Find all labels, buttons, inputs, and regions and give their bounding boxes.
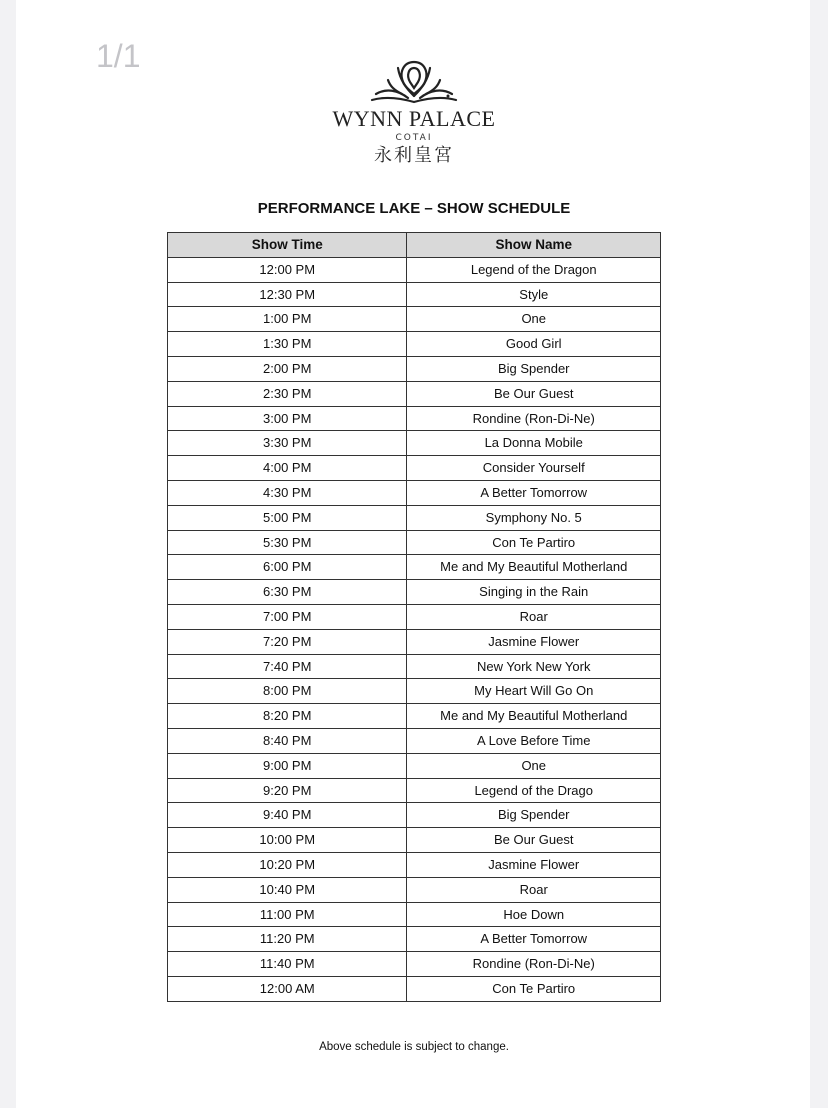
table-row <box>168 778 661 803</box>
show-time-cell: 10:00 PM <box>168 828 407 853</box>
show-name-cell: Legend of the Drago <box>407 778 661 803</box>
table-row <box>168 604 661 629</box>
wynn-palace-phoenix-logo-icon <box>364 58 464 106</box>
show-time-cell: 9:20 PM <box>168 778 407 803</box>
show-name-cell: Big Spender <box>407 803 661 828</box>
table-row <box>168 654 661 679</box>
table-row <box>168 356 661 381</box>
show-name-cell: A Better Tomorrow <box>407 480 661 505</box>
column-header-show-time: Show Time <box>168 233 407 258</box>
schedule-footnote: Above schedule is subject to change. <box>319 1041 509 1053</box>
show-name-cell: Be Our Guest <box>407 381 661 406</box>
show-time-cell: 8:20 PM <box>168 704 407 729</box>
show-time-cell: 8:00 PM <box>168 679 407 704</box>
table-row <box>168 332 661 357</box>
table-row <box>168 679 661 704</box>
table-row <box>168 976 661 1001</box>
show-time-cell: 6:00 PM <box>168 555 407 580</box>
show-time-cell: 12:30 PM <box>168 282 407 307</box>
show-time-cell: 9:40 PM <box>168 803 407 828</box>
table-body <box>168 257 661 1001</box>
brand-logo <box>0 58 828 168</box>
column-header-show-name: Show Name <box>407 233 661 258</box>
show-time-cell: 11:20 PM <box>168 927 407 952</box>
brand-chinese-name: 永利皇宮 <box>374 145 454 166</box>
show-name-cell: My Heart Will Go On <box>407 679 661 704</box>
table-row <box>168 381 661 406</box>
show-name-cell: Singing in the Rain <box>407 580 661 605</box>
show-time-cell: 10:40 PM <box>168 877 407 902</box>
table-row <box>168 257 661 282</box>
show-name-cell: Symphony No. 5 <box>407 505 661 530</box>
table-row <box>168 406 661 431</box>
show-name-cell: New York New York <box>407 654 661 679</box>
show-name-cell: Style <box>407 282 661 307</box>
show-name-cell: Roar <box>407 604 661 629</box>
show-name-cell: A Better Tomorrow <box>407 927 661 952</box>
show-schedule-table <box>167 232 661 1002</box>
table-row <box>168 803 661 828</box>
brand-name: WYNN PALACE <box>332 106 496 131</box>
show-name-cell: Hoe Down <box>407 902 661 927</box>
show-time-cell: 2:00 PM <box>168 356 407 381</box>
show-time-cell: 4:00 PM <box>168 456 407 481</box>
table-row <box>168 927 661 952</box>
show-time-cell: 5:30 PM <box>168 530 407 555</box>
show-name-cell: Con Te Partiro <box>407 530 661 555</box>
show-name-cell: Big Spender <box>407 356 661 381</box>
show-name-cell: Good Girl <box>407 332 661 357</box>
brand-subtitle: COTAI <box>395 133 433 143</box>
show-name-cell: Roar <box>407 877 661 902</box>
show-time-cell: 6:30 PM <box>168 580 407 605</box>
show-name-cell: A Love Before Time <box>407 728 661 753</box>
table-row <box>168 704 661 729</box>
table-row <box>168 902 661 927</box>
table-row <box>168 282 661 307</box>
show-name-cell: Jasmine Flower <box>407 852 661 877</box>
table-row <box>168 629 661 654</box>
show-name-cell: One <box>407 307 661 332</box>
show-time-cell: 1:00 PM <box>168 307 407 332</box>
show-time-cell: 4:30 PM <box>168 480 407 505</box>
table-row <box>168 952 661 977</box>
table-row <box>168 728 661 753</box>
table-row <box>168 480 661 505</box>
table-row <box>168 753 661 778</box>
show-time-cell: 8:40 PM <box>168 728 407 753</box>
show-time-cell: 1:30 PM <box>168 332 407 357</box>
table-row <box>168 828 661 853</box>
show-name-cell: Jasmine Flower <box>407 629 661 654</box>
show-name-cell: Me and My Beautiful Motherland <box>407 555 661 580</box>
table-row <box>168 852 661 877</box>
show-name-cell: Consider Yourself <box>407 456 661 481</box>
table-row <box>168 456 661 481</box>
table-row <box>168 431 661 456</box>
show-name-cell: Be Our Guest <box>407 828 661 853</box>
table-row <box>168 307 661 332</box>
show-time-cell: 9:00 PM <box>168 753 407 778</box>
show-time-cell: 7:40 PM <box>168 654 407 679</box>
table-row <box>168 555 661 580</box>
show-name-cell: Rondine (Ron-Di-Ne) <box>407 952 661 977</box>
show-time-cell: 11:40 PM <box>168 952 407 977</box>
table-header-row <box>168 233 661 258</box>
document-title: PERFORMANCE LAKE – SHOW SCHEDULE <box>257 200 571 217</box>
show-time-cell: 5:00 PM <box>168 505 407 530</box>
show-time-cell: 12:00 AM <box>168 976 407 1001</box>
table-row <box>168 877 661 902</box>
show-name-cell: La Donna Mobile <box>407 431 661 456</box>
page-indicator: 1/1 <box>96 38 141 74</box>
table-row <box>168 580 661 605</box>
show-name-cell: One <box>407 753 661 778</box>
show-name-cell: Con Te Partiro <box>407 976 661 1001</box>
show-time-cell: 3:00 PM <box>168 406 407 431</box>
show-name-cell: Legend of the Dragon <box>407 257 661 282</box>
table-row <box>168 505 661 530</box>
show-time-cell: 2:30 PM <box>168 381 407 406</box>
show-name-cell: Me and My Beautiful Motherland <box>407 704 661 729</box>
show-time-cell: 7:20 PM <box>168 629 407 654</box>
show-time-cell: 12:00 PM <box>168 257 407 282</box>
table-row <box>168 530 661 555</box>
show-time-cell: 7:00 PM <box>168 604 407 629</box>
show-name-cell: Rondine (Ron-Di-Ne) <box>407 406 661 431</box>
show-time-cell: 3:30 PM <box>168 431 407 456</box>
show-time-cell: 11:00 PM <box>168 902 407 927</box>
show-time-cell: 10:20 PM <box>168 852 407 877</box>
